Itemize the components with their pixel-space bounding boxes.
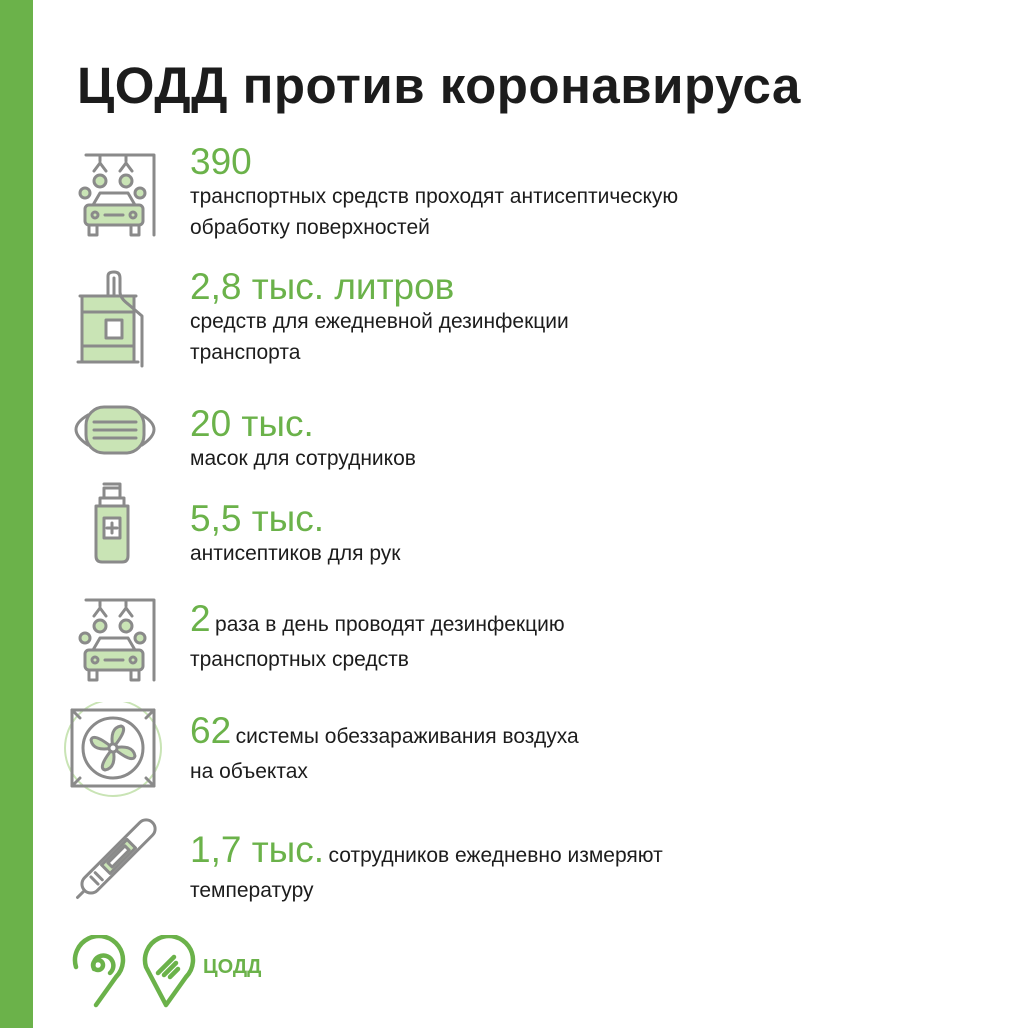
stat-number: 2 [190,598,211,639]
logo-nine-mark [75,936,123,1005]
stat-item-temperature-checks [60,815,960,935]
stat-description-continued: температуру [190,879,314,902]
stat-number: 20 тыс. [190,403,314,444]
stat-number: 62 [190,710,232,751]
stat-number: 390 [190,141,252,182]
thermometer-icon [60,815,170,925]
stat-description: антисептиков для рук [190,542,401,565]
stat-item-daily-disinfection [60,590,960,710]
stat-line [190,829,910,875]
stat-number: 2,8 тыс. литров [190,266,455,307]
stat-description: средств для ежедневной дезинфекции транспорта [190,310,569,364]
stat-line [190,710,910,756]
page-title: ЦОДД против коронавируса [77,57,801,114]
codd-logo [68,935,328,1010]
stat-description-continued: на объектах [190,760,308,783]
stat-item-hand-sanitizers [60,478,960,598]
stat-item-air-systems [60,702,960,822]
air-fan-icon [60,702,170,812]
disinfectant-barrel-icon [60,268,170,378]
logo-pin-mark [145,936,193,1005]
hand-sanitizer-icon [60,478,170,588]
stat-item-vehicles-treated [60,143,960,263]
stat-description: масок для сотрудников [190,447,416,470]
car-wash-icon [60,143,170,253]
car-wash-icon [60,590,170,700]
logo-text: ЦОДД [203,956,262,978]
stat-description: системы обеззараживания воздуха [235,725,579,748]
stat-number: 1,7 тыс. [190,829,325,870]
stat-description: транспортных средств проходят антисептическую обработку поверхностей [190,185,679,239]
accent-stripe [0,0,33,1028]
stat-number: 5,5 тыс. [190,498,325,539]
stat-description: раза в день проводят дезинфекцию [215,613,565,636]
stat-line [190,598,910,644]
stat-item-disinfectant-liters [60,268,960,388]
stat-description-continued: транспортных средств [190,648,409,671]
stat-description: сотрудников ежедневно измеряют [328,844,663,867]
